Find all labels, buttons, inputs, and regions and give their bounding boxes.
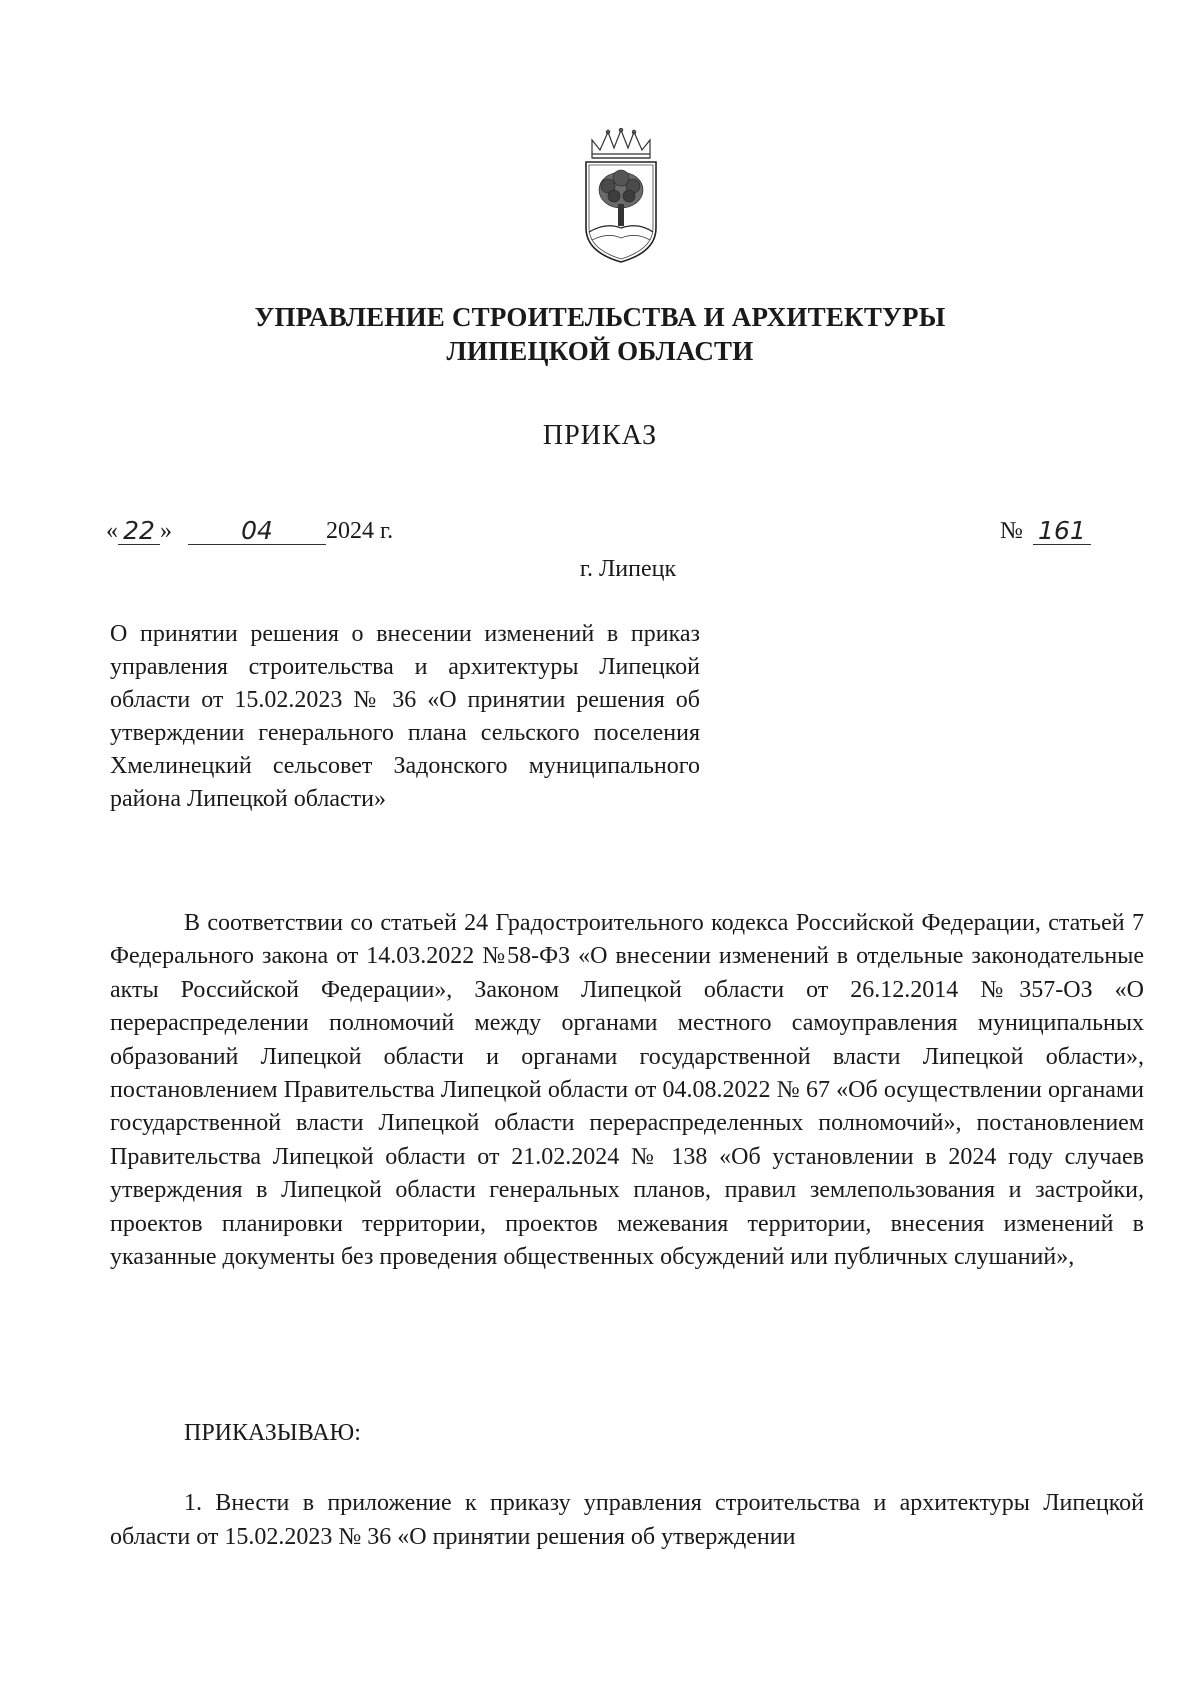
organization-name	[150, 300, 1050, 368]
city: г. Липецк	[579, 556, 677, 582]
date-month: 04	[188, 518, 326, 545]
organization-name-line1: УПРАВЛЕНИЕ СТРОИТЕЛЬСТВА И АРХИТЕКТУРЫ	[254, 302, 946, 332]
order-item-1: 1. Внести в приложение к приказу управления строительства и архитектуры Липецкой области от 15.02.2023 № 36 «О принятии решения об утверждении	[110, 1490, 1144, 1550]
preamble-text: В соответствии со статьей 24 Градостроительного кодекса Российской Федерации, статьей 7 Федерального закона от 14.03.2022 №58-ФЗ «О внесении изменений в отдельные законодательные акты Российской Федерации», Законом Липецкой области от 26.12.2014 №357-ОЗ «О перераспределении полномочий между органами местного самоуправления муниципальных образований Липецкой области и органами государственной власти Липецкой области», постановлением Правительства Липецкой области от 04.08.2022 № 67 «Об осуществлении органами государственной власти Липецкой области перераспределенных полномочий», постановлением Правительства Липецкой области от 21.02.2024 № 138 «Об установлении в 2024 году случаев утверждения в Липецкой области генеральных планов, правил землепользования и застройки, проектов планировки территории, проектов межевания территории, внесения изменений в указанные документы без проведения общественных обсуждений или публичных слушаний»,	[110, 910, 1144, 1271]
date-open-quote: «	[106, 518, 118, 544]
date-year: 2024 г.	[326, 518, 394, 544]
order-word: ПРИКАЗЫВАЮ:	[184, 1420, 361, 1446]
preamble	[110, 907, 1144, 1274]
document-date	[106, 518, 393, 545]
document-subject: О принятии решения о внесении изменений в приказ управления строительства и архитектуры Липецкой области от 15.02.2023 № 36 «О принятии решения об утверждении генерального плана сельского поселения Хмелинецкий сельсовет Задонского муниципального района Липецкой области»	[110, 621, 700, 812]
document-type: ПРИКАЗ	[542, 420, 658, 451]
coat-of-arms-icon	[578, 128, 664, 266]
organization-name-line2: ЛИПЕЦКОЙ ОБЛАСТИ	[446, 336, 754, 366]
date-close-quote: »	[160, 518, 172, 544]
document-number	[1000, 518, 1091, 545]
date-day: 22	[118, 518, 160, 545]
number-prefix: №	[1000, 518, 1023, 544]
number-value: 161	[1033, 518, 1091, 545]
